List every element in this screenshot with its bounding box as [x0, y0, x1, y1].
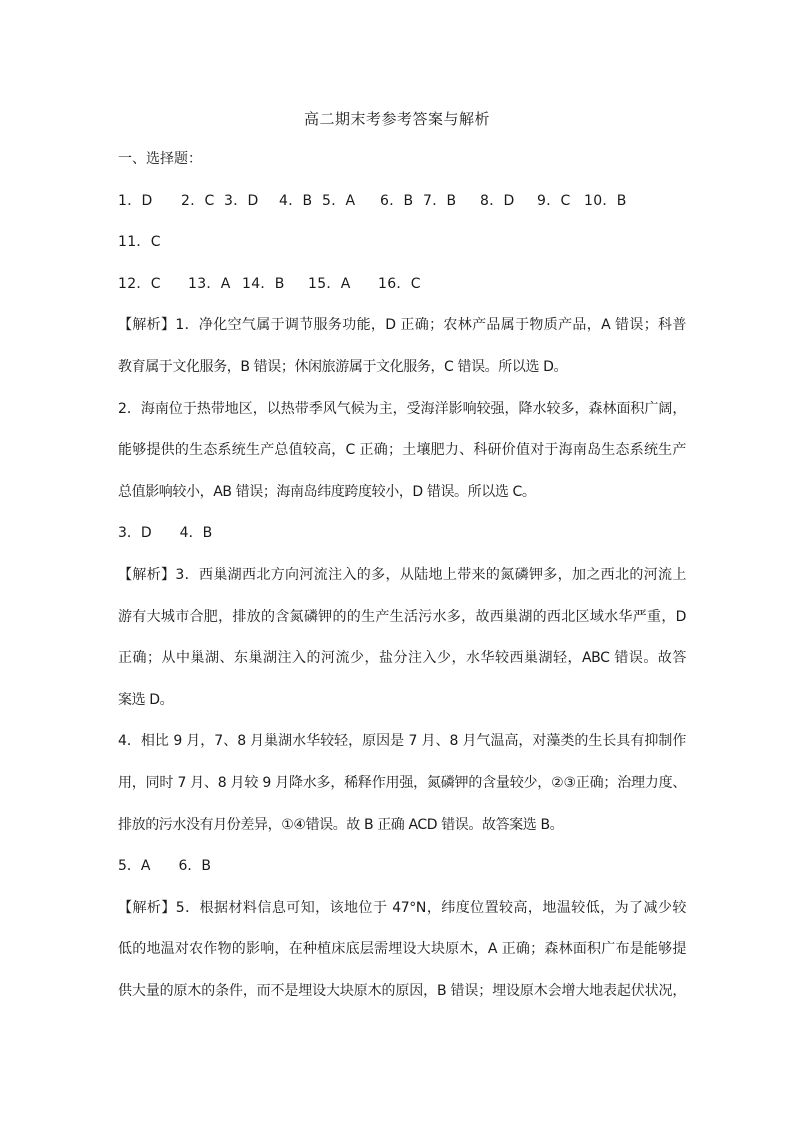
- answer-item: 14．B: [242, 275, 285, 292]
- text-line: 供大量的原木的条件，而不是埋设大块原木的原因，B 错误；埋设原木会增大地表起伏状况，: [118, 982, 686, 999]
- answer-item: 16．C: [378, 275, 421, 292]
- text-line: 案选 D。: [118, 691, 174, 708]
- text-line: 游有大城市合肥，排放的含氮磷钾的的生产生活污水多，故西巢湖的西北区域水华严重，D: [118, 608, 686, 625]
- answer-line: 3．D 4．B: [118, 525, 213, 542]
- answer-item: 8．D: [480, 192, 515, 209]
- answer-item: 5．A: [322, 192, 356, 209]
- answer-item: 3．D: [224, 192, 259, 209]
- answer-row-2: [118, 232, 686, 252]
- answer-item: 13．A: [188, 275, 231, 292]
- answer-item: 2．C: [181, 192, 215, 209]
- text-line: 4．相比 9 月，7、8 月巢湖水华较轻，原因是 7 月、8 月气温高，对藻类的生长具有抑制作: [118, 733, 686, 750]
- answer-item: 7．B: [423, 192, 457, 209]
- text-line: 总值影响较小，AB 错误；海南岛纬度跨度较小，D 错误。所以选 C。: [118, 483, 536, 500]
- answer-item: 9．C: [537, 192, 571, 209]
- answer-item: 4．B: [279, 192, 313, 209]
- document-body: [118, 149, 686, 1022]
- answer-item: 15．A: [308, 275, 351, 292]
- section-heading: 一、选择题：: [118, 151, 202, 167]
- text-line: 能够提供的生态系统生产总值较高，C 正确；土壤肥力、科研价值对于海南岛生态系统生产: [118, 442, 686, 459]
- text-line: 低的地温对农作物的影响，在种植床底层需埋设大块原木，A 正确；森林面积广布是能够提: [118, 941, 686, 958]
- answer-line: 5．A 6．B: [118, 858, 211, 875]
- answer-row-1: [118, 191, 686, 211]
- answer-item: 11．C: [118, 234, 161, 251]
- answer-row-3: [118, 274, 686, 294]
- page-title: 高二期末考参考答案与解析: [303, 110, 490, 128]
- text-line: 正确；从中巢湖、东巢湖注入的河流少，盐分注入少，水华较西巢湖轻，ABC 错误。故答: [118, 650, 686, 667]
- text-line: 教育属于文化服务，B 错误；休闲旅游属于文化服务，C 错误。所以选 D。: [118, 358, 568, 375]
- answer-item: 12．C: [118, 275, 161, 292]
- answer-item: 10．B: [584, 192, 627, 209]
- answer-item: 6．B: [380, 192, 414, 209]
- answer-item: 1．D: [118, 192, 153, 209]
- text-line: 2．海南位于热带地区，以热带季风气候为主，受海洋影响较强，降水较多，森林面积广阔，: [118, 400, 686, 417]
- text-line: 【解析】1．净化空气属于调节服务功能，D 正确；农林产品属于物质产品，A 错误；科普: [118, 317, 686, 334]
- text-line: 【解析】3．西巢湖西北方向河流注入的多，从陆地上带来的氮磷钾多，加之西北的河流上: [118, 566, 686, 583]
- text-line: 用，同时 7 月、8 月较 9 月降水多，稀释作用强，氮磷钾的含量较少，②③正确；治理力度、: [118, 774, 686, 791]
- text-line: 【解析】5．根据材料信息可知，该地位于 47°N，纬度位置较高，地温较低，为了减少较: [118, 899, 686, 916]
- text-line: 排放的污水没有月份差异，①④错误。故 B 正确 ACD 错误。故答案选 B。: [118, 816, 564, 833]
